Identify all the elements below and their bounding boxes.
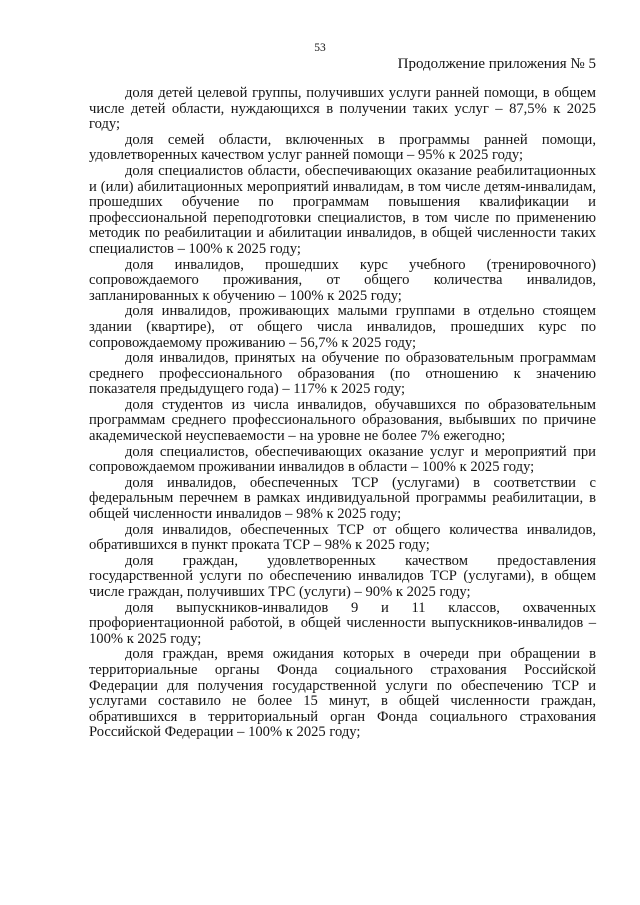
paragraph: доля инвалидов, проживающих малыми группами в отдельно стоящем здании (квартире), от общего числа инвалидов, прошедших курс по сопровождаемому проживанию – 56,7% к 2025 году;: [89, 303, 596, 351]
paragraph: доля инвалидов, прошедших курс учебного (тренировочного) сопровождаемого проживания, от общего количества инвалидов, запланированных к обучению – 100% к 2025 году;: [89, 256, 596, 304]
paragraph: доля детей целевой группы, получивших услуги ранней помощи, в общем числе детей области, нуждающихся в получении таких услуг – 87,5% к 2025 году;: [89, 85, 596, 133]
paragraph: доля инвалидов, принятых на обучение по образовательным программам среднего профессионального образования (по отношению к значению показателя предыдущего года) – 117% к 2025 году;: [89, 350, 596, 398]
paragraph: доля семей области, включенных в программы ранней помощи, удовлетворенных качеством услуг ранней помощи – 95% к 2025 году;: [89, 131, 596, 164]
page-number: 53: [314, 42, 326, 54]
paragraph: доля граждан, удовлетворенных качеством предоставления государственной услуги по обеспечению инвалидов ТСР (услугами), в общем числе граждан, получивших ТРС (услуги) – 90% к 2025 году;: [89, 552, 596, 600]
paragraph: доля студентов из числа инвалидов, обучавшихся по образовательным программам среднего профессионального образования, выбывших по причине академической неуспеваемости – на уровне не более 7% ежегодно;: [89, 396, 596, 445]
paragraph: доля выпускников-инвалидов 9 и 11 классов, охваченных профориентационной работой, в общей численности выпускников-инвалидов – 100% к 2025 году;: [89, 599, 596, 647]
paragraph: доля инвалидов, обеспеченных ТСР (услугами) в соответствии с федеральным перечнем в рамках индивидуальной программы реабилитации, в общей численности инвалидов – 98% к 2025 году;: [89, 474, 596, 523]
appendix-continuation-note: Продолжение приложения № 5: [397, 56, 596, 72]
paragraph: доля граждан, время ожидания которых в очереди при обращении в территориальные органы Фонда социального страхования Российской Федерации для получения государственной услуги по обеспечению ТСР и услугами составило не более 15 минут, в общей численности граждан, обратившихся в территориальный орган Фонда социального страхования Российской Федерации – 100% к 2025 году;: [89, 646, 596, 741]
document-body: [89, 86, 596, 741]
paragraph: доля инвалидов, обеспеченных ТСР от общего количества инвалидов, обратившихся в пункт проката ТСР – 98% к 2025 году;: [89, 521, 596, 554]
paragraph: доля специалистов, обеспечивающих оказание услуг и мероприятий при сопровождаемом проживании инвалидов в области – 100% к 2025 году;: [89, 443, 596, 476]
paragraph: доля специалистов области, обеспечивающих оказание реабилитационных и (или) абилитационных мероприятий инвалидам, в том числе детям-инвалидам, прошедших обучение по программам повышения квалификации и профессиональной переподготовки специалистов, в том числе по применению методик по реабилитации и абилитации инвалидов, в общей численности таких специалистов – 100% к 2025 году;: [89, 162, 596, 257]
